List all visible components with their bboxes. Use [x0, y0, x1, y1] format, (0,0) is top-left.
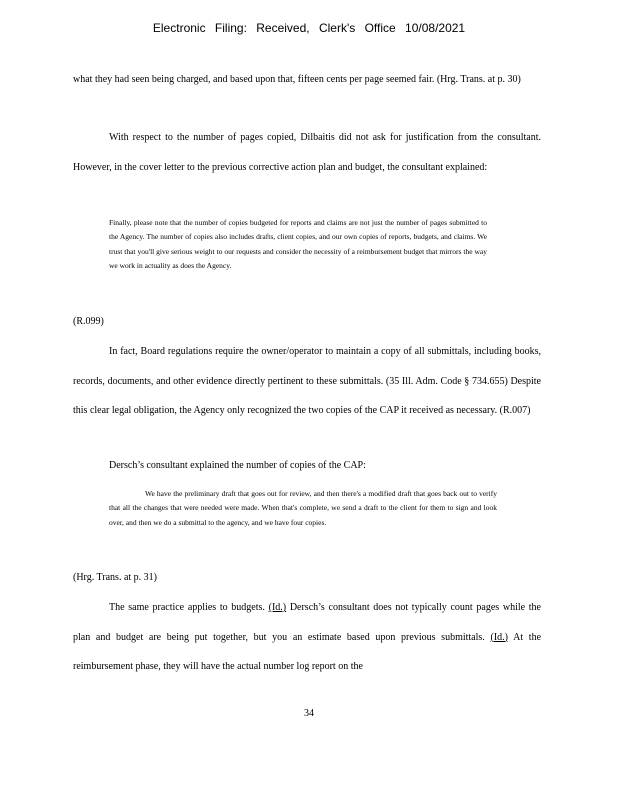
- paragraph-3: [73, 337, 541, 426]
- paragraph-2: [73, 123, 541, 182]
- citation-r099: (R.099): [73, 316, 104, 327]
- electronic-filing-header: Electronic Filing: Received, Clerk's Office 10/08/2021: [152, 21, 466, 35]
- id-citation-1: (Id.): [268, 602, 287, 613]
- block-quote-1-text: Finally, please note that the number of copies budgeted for reports and claims are not just the number of pages submitted to the Agency. The number of copies also includes drafts, client copies, and our own copies of reports, budgets, and claims. We trust that you'll give serious weight to our requests and consider the necessity of a reimbursement budget that mirrors the way we work in actuality as does the Agency.: [109, 218, 487, 270]
- block-quote-2: [109, 487, 497, 530]
- paragraph-4: [73, 451, 541, 481]
- paragraph-1: [73, 65, 541, 95]
- paragraph-5-text: [73, 593, 541, 682]
- paragraph-5-part-b: Dersch’s consultant does not typically count pages while the plan and budget are being put together, but you an estimate based upon previous submittals.: [73, 602, 541, 643]
- paragraph-5-part-c: At the reimbursement phase, they will have the actual number log report on the: [73, 631, 542, 672]
- paragraph-5-part-a: The same practice applies to budgets.: [109, 602, 269, 613]
- paragraph-1-text: what they had seen being charged, and based upon that, fifteen cents per page seemed fair. (Hrg. Trans. at p. 30): [73, 74, 521, 85]
- paragraph-4-text: Dersch’s consultant explained the number of copies of the CAP:: [109, 460, 366, 471]
- paragraph-3-text: In fact, Board regulations require the owner/operator to maintain a copy of all submittals, including books, records, documents, and other evidence directly pertinent to these submittals. (35 Ill. Adm. Code § 734.655) Despite this clear legal obligation, the Agency only recognized the two copies of the CAP it received as necessary. (R.007): [73, 346, 541, 416]
- block-quote-1: [109, 216, 487, 273]
- page-number: 34: [304, 708, 314, 719]
- block-quote-2-text: We have the preliminary draft that goes out for review, and then there's a modified draft that goes back out to verify that all the changes that were needed were made. When that's complete, we send a draft to the client for them to sign and look over, and then we do a submittal to the agency, and we have four copies.: [109, 489, 497, 527]
- paragraph-2-text: With respect to the number of pages copied, Dilbaitis did not ask for justification from the consultant. However, in the cover letter to the previous corrective action plan and budget, the consultant explained:: [73, 132, 541, 173]
- id-citation-2: (Id.): [490, 631, 508, 643]
- citation-hrg-trans-31: (Hrg. Trans. at p. 31): [73, 572, 157, 583]
- paragraph-5: [73, 593, 541, 682]
